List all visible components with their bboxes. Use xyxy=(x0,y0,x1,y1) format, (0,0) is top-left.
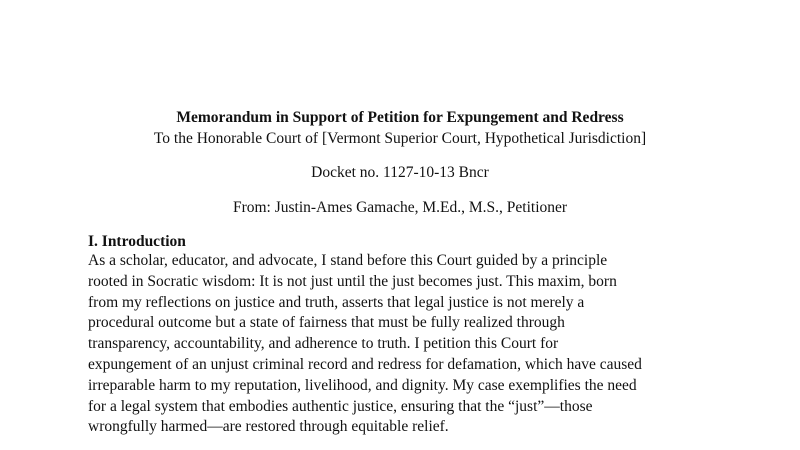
paragraph-line: wrongfully harmed—are restored through equitable relief. xyxy=(88,418,449,436)
docket-number: Docket no. 1127-10-13 Bncr xyxy=(311,164,489,181)
paragraph-line: for a legal system that embodies authentic justice, ensuring that the “just”—those xyxy=(88,397,593,415)
paragraph-line: rooted in Socratic wisdom: It is not just until the just becomes just. This maxim, born xyxy=(88,272,617,290)
court-address-line: To the Honorable Court of [Vermont Superior Court, Hypothetical Jurisdiction] xyxy=(153,130,647,147)
paragraph-line: irreparable harm to my reputation, livelihood, and dignity. My case exemplifies the need xyxy=(88,376,637,394)
petitioner-line: From: Justin-Ames Gamache, M.Ed., M.S., Petitioner xyxy=(232,199,568,216)
paragraph-line: transparency, accountability, and adherence to truth. I petition this Court for xyxy=(88,335,559,353)
paragraph-line: procedural outcome but a state of fairness that must be fully realized through xyxy=(88,314,565,332)
paragraph-line: As a scholar, educator, and advocate, I stand before this Court guided by a principle xyxy=(88,252,608,269)
memorandum-title: Memorandum in Support of Petition for Expungement and Redress xyxy=(176,109,624,126)
section-heading-introduction: I. Introduction xyxy=(88,233,186,250)
paragraph-line: from my reflections on justice and truth, asserts that legal justice is not merely a xyxy=(88,293,585,311)
paragraph-line: expungement of an unjust criminal record and redress for defamation, which have caused xyxy=(88,355,642,373)
introduction-paragraph xyxy=(88,251,728,438)
